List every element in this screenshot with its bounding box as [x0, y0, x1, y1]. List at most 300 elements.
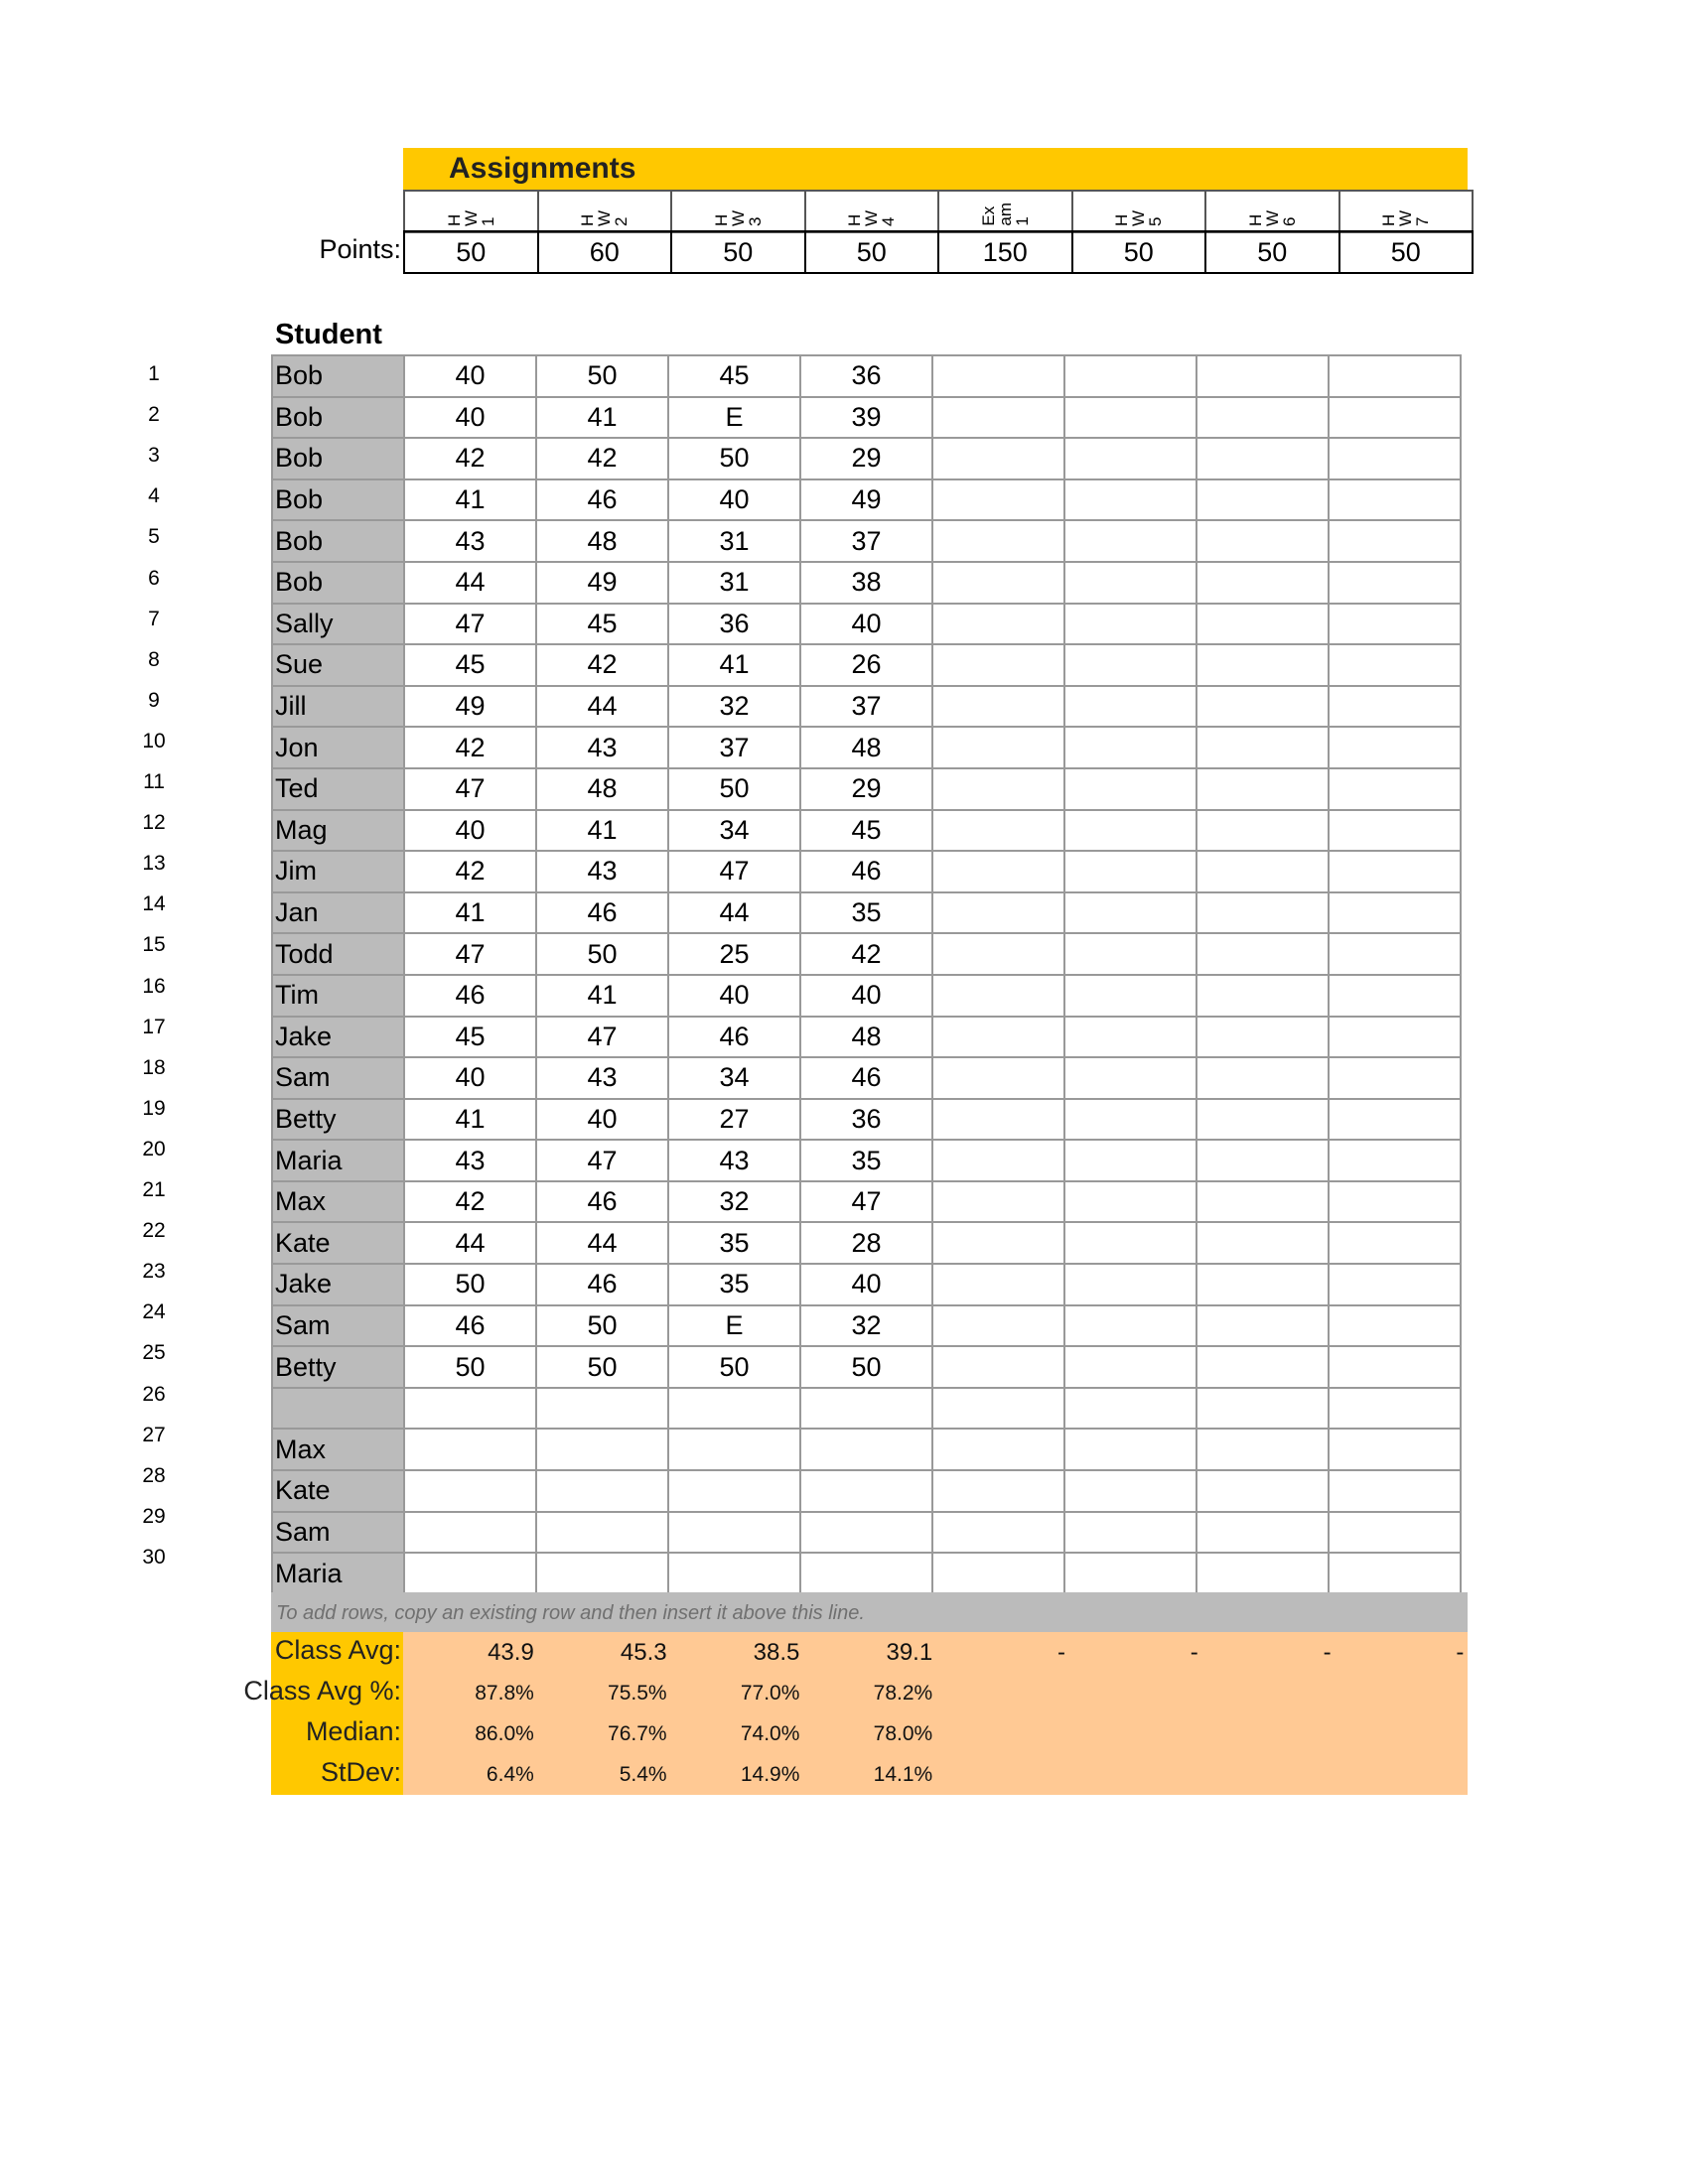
score-cell[interactable]: 45 [404, 1017, 536, 1058]
score-cell[interactable]: 41 [536, 810, 668, 852]
score-cell[interactable] [1196, 727, 1329, 768]
score-cell[interactable]: 43 [668, 1140, 800, 1181]
score-cell[interactable] [1329, 975, 1461, 1017]
score-cell[interactable]: 47 [404, 768, 536, 810]
score-cell[interactable]: 42 [536, 438, 668, 479]
score-cell[interactable]: 44 [668, 892, 800, 934]
score-cell[interactable]: 44 [404, 1222, 536, 1264]
row-number: 2 [148, 403, 160, 427]
score-cell[interactable] [932, 727, 1064, 768]
score-cell[interactable]: 46 [800, 851, 932, 892]
score-cell[interactable]: 47 [800, 1181, 932, 1223]
score-cell[interactable] [800, 1553, 932, 1594]
score-cell[interactable] [1329, 1388, 1461, 1430]
assignment-label: H W 3 [711, 209, 765, 226]
score-cell[interactable]: 47 [668, 851, 800, 892]
score-cell[interactable]: 34 [668, 1057, 800, 1099]
score-cell[interactable] [1196, 686, 1329, 728]
score-cell[interactable]: 37 [668, 727, 800, 768]
score-cell[interactable]: 32 [668, 1181, 800, 1223]
score-cell[interactable] [536, 1512, 668, 1554]
score-cell[interactable] [1329, 397, 1461, 439]
points-cell[interactable]: 50 [1339, 231, 1474, 273]
score-cell[interactable]: 50 [404, 1346, 536, 1388]
score-cell[interactable] [932, 1057, 1064, 1099]
score-cell[interactable]: 44 [536, 686, 668, 728]
assignment-label: H W 7 [1379, 209, 1433, 226]
score-cell[interactable]: 46 [800, 1057, 932, 1099]
student-name-cell[interactable]: Jake [272, 1017, 404, 1058]
score-cell[interactable]: 37 [800, 520, 932, 562]
score-cell[interactable] [932, 1553, 1064, 1594]
score-cell[interactable] [1196, 1264, 1329, 1305]
score-cell[interactable]: 43 [404, 520, 536, 562]
score-cell[interactable] [1329, 1512, 1461, 1554]
score-cell[interactable] [1196, 1305, 1329, 1347]
score-cell[interactable]: 41 [536, 397, 668, 439]
score-cell[interactable] [932, 768, 1064, 810]
student-name-cell[interactable]: Sue [272, 644, 404, 686]
score-cell[interactable] [932, 975, 1064, 1017]
score-cell[interactable]: 36 [800, 355, 932, 397]
score-cell[interactable] [1064, 686, 1196, 728]
score-cell[interactable]: 50 [536, 355, 668, 397]
score-cell[interactable] [1329, 479, 1461, 521]
score-cell[interactable] [1196, 1553, 1329, 1594]
student-name-cell[interactable]: Kate [272, 1470, 404, 1512]
score-cell[interactable] [404, 1429, 536, 1470]
score-cell[interactable] [1196, 397, 1329, 439]
score-cell[interactable]: 48 [536, 768, 668, 810]
row-number: 10 [142, 729, 166, 752]
score-cell[interactable] [800, 1388, 932, 1430]
score-cell[interactable] [1329, 604, 1461, 645]
score-cell[interactable] [1196, 604, 1329, 645]
score-cell[interactable]: 36 [800, 1099, 932, 1141]
score-cell[interactable]: 48 [536, 520, 668, 562]
score-cell[interactable] [1196, 1017, 1329, 1058]
score-cell[interactable]: 46 [536, 1264, 668, 1305]
score-cell[interactable] [1196, 810, 1329, 852]
score-cell[interactable] [1329, 686, 1461, 728]
score-cell[interactable]: 48 [800, 727, 932, 768]
score-cell[interactable]: 38 [800, 562, 932, 604]
score-cell[interactable]: 26 [800, 644, 932, 686]
score-cell[interactable]: 45 [668, 355, 800, 397]
score-cell[interactable] [1329, 1222, 1461, 1264]
score-cell[interactable]: 49 [800, 479, 932, 521]
class-avg-value: - [1057, 1639, 1065, 1666]
score-cell[interactable] [800, 1429, 932, 1470]
score-cell[interactable] [1064, 1222, 1196, 1264]
score-cell[interactable] [1329, 1553, 1461, 1594]
score-cell[interactable] [1329, 1346, 1461, 1388]
score-cell[interactable] [1064, 975, 1196, 1017]
score-cell[interactable] [1329, 851, 1461, 892]
score-cell[interactable]: 46 [404, 975, 536, 1017]
score-cell[interactable]: 47 [536, 1017, 668, 1058]
score-cell[interactable] [1064, 1346, 1196, 1388]
student-name-cell[interactable]: Bob [272, 520, 404, 562]
student-name-cell[interactable] [272, 1388, 404, 1430]
score-cell[interactable]: 39 [800, 397, 932, 439]
score-cell[interactable] [1064, 768, 1196, 810]
score-cell[interactable]: 40 [536, 1099, 668, 1141]
score-cell[interactable]: 40 [404, 355, 536, 397]
student-name-cell[interactable]: Maria [272, 1553, 404, 1594]
student-name-cell[interactable]: Betty [272, 1099, 404, 1141]
score-cell[interactable] [932, 562, 1064, 604]
score-cell[interactable]: E [668, 397, 800, 439]
score-cell[interactable] [1064, 1017, 1196, 1058]
score-cell[interactable] [536, 1470, 668, 1512]
score-cell[interactable] [932, 1017, 1064, 1058]
score-cell[interactable]: 35 [668, 1264, 800, 1305]
score-cell[interactable] [1064, 1057, 1196, 1099]
score-cell[interactable] [404, 1470, 536, 1512]
score-cell[interactable]: 36 [668, 604, 800, 645]
student-name-cell[interactable]: Jon [272, 727, 404, 768]
row-number: 30 [142, 1545, 166, 1569]
score-cell[interactable]: 31 [668, 562, 800, 604]
points-cell[interactable]: 50 [1072, 231, 1206, 273]
score-cell[interactable]: 47 [404, 933, 536, 975]
score-cell[interactable]: 40 [800, 604, 932, 645]
student-name-cell[interactable]: Bob [272, 397, 404, 439]
score-cell[interactable] [1329, 644, 1461, 686]
score-cell[interactable]: 40 [404, 1057, 536, 1099]
score-cell[interactable]: 50 [536, 933, 668, 975]
score-cell[interactable] [932, 810, 1064, 852]
score-cell[interactable]: 42 [800, 933, 932, 975]
score-cell[interactable] [932, 686, 1064, 728]
score-cell[interactable] [404, 1512, 536, 1554]
score-cell[interactable]: 42 [404, 1181, 536, 1223]
score-cell[interactable]: 43 [536, 727, 668, 768]
score-cell[interactable]: 49 [404, 686, 536, 728]
score-cell[interactable] [1196, 1429, 1329, 1470]
score-cell[interactable]: 47 [404, 604, 536, 645]
score-cell[interactable] [536, 1429, 668, 1470]
score-cell[interactable] [668, 1512, 800, 1554]
score-cell[interactable] [668, 1470, 800, 1512]
score-cell[interactable] [1064, 892, 1196, 934]
score-cell[interactable]: 41 [404, 892, 536, 934]
score-cell[interactable]: 46 [404, 1305, 536, 1347]
score-cell[interactable] [1064, 604, 1196, 645]
score-cell[interactable]: 35 [800, 892, 932, 934]
score-cell[interactable] [1064, 1099, 1196, 1141]
student-name-cell[interactable]: Tim [272, 975, 404, 1017]
score-cell[interactable]: 25 [668, 933, 800, 975]
score-cell[interactable]: 41 [536, 975, 668, 1017]
score-cell[interactable] [932, 1346, 1064, 1388]
score-cell[interactable] [1329, 1470, 1461, 1512]
score-cell[interactable]: 42 [404, 727, 536, 768]
score-cell[interactable]: 40 [404, 810, 536, 852]
student-row [272, 438, 1461, 479]
score-cell[interactable] [404, 1553, 536, 1594]
score-cell[interactable] [1196, 768, 1329, 810]
score-cell[interactable] [1329, 438, 1461, 479]
score-cell[interactable] [932, 1512, 1064, 1554]
student-name-cell[interactable]: Bob [272, 355, 404, 397]
student-name-cell[interactable]: Todd [272, 933, 404, 975]
score-cell[interactable] [1329, 1181, 1461, 1223]
score-cell[interactable]: 34 [668, 810, 800, 852]
score-cell[interactable]: 45 [404, 644, 536, 686]
score-cell[interactable] [668, 1429, 800, 1470]
score-cell[interactable] [932, 1429, 1064, 1470]
score-cell[interactable]: 41 [668, 644, 800, 686]
student-row [272, 975, 1461, 1017]
score-cell[interactable]: 40 [800, 975, 932, 1017]
score-cell[interactable] [932, 1140, 1064, 1181]
student-row [272, 1346, 1461, 1388]
score-cell[interactable] [1329, 933, 1461, 975]
points-cell[interactable]: 50 [1205, 231, 1339, 273]
score-cell[interactable] [932, 1470, 1064, 1512]
score-cell[interactable] [1329, 1057, 1461, 1099]
score-cell[interactable]: 43 [536, 851, 668, 892]
score-cell[interactable] [1064, 933, 1196, 975]
student-row [272, 1470, 1461, 1512]
score-cell[interactable]: 43 [536, 1057, 668, 1099]
score-cell[interactable]: 37 [800, 686, 932, 728]
score-cell[interactable]: 29 [800, 768, 932, 810]
score-cell[interactable] [932, 851, 1064, 892]
points-cell[interactable]: 50 [805, 231, 939, 273]
score-cell[interactable]: 50 [404, 1264, 536, 1305]
score-cell[interactable] [1064, 355, 1196, 397]
score-cell[interactable]: 27 [668, 1099, 800, 1141]
student-name-cell[interactable]: Bob [272, 438, 404, 479]
score-cell[interactable] [404, 1388, 536, 1430]
score-cell[interactable]: 47 [536, 1140, 668, 1181]
score-cell[interactable] [1064, 1553, 1196, 1594]
score-cell[interactable]: 35 [668, 1222, 800, 1264]
score-cell[interactable]: 40 [668, 479, 800, 521]
score-cell[interactable] [1196, 355, 1329, 397]
student-name-cell[interactable]: Bob [272, 562, 404, 604]
score-cell[interactable] [932, 479, 1064, 521]
row-number: 17 [142, 1015, 166, 1038]
score-cell[interactable] [1064, 438, 1196, 479]
student-row [272, 1017, 1461, 1058]
score-cell[interactable]: 48 [800, 1017, 932, 1058]
score-cell[interactable] [1064, 1181, 1196, 1223]
score-cell[interactable] [932, 604, 1064, 645]
score-cell[interactable] [1064, 1388, 1196, 1430]
score-cell[interactable] [932, 933, 1064, 975]
score-cell[interactable] [932, 1305, 1064, 1347]
score-cell[interactable] [1196, 438, 1329, 479]
score-cell[interactable] [1196, 520, 1329, 562]
add-rows-note: To add rows, copy an existing row and then insert it above this line. [276, 1602, 865, 1624]
score-cell[interactable]: 50 [800, 1346, 932, 1388]
score-cell[interactable] [1329, 1140, 1461, 1181]
score-cell[interactable]: 40 [800, 1264, 932, 1305]
score-cell[interactable] [800, 1512, 932, 1554]
student-name-cell[interactable]: Maria [272, 1140, 404, 1181]
score-cell[interactable] [932, 1181, 1064, 1223]
score-cell[interactable]: 50 [536, 1305, 668, 1347]
score-cell[interactable] [800, 1470, 932, 1512]
score-cell[interactable] [1064, 727, 1196, 768]
score-cell[interactable]: 40 [668, 975, 800, 1017]
score-cell[interactable] [1196, 851, 1329, 892]
stdev-label: StDev: [320, 1757, 401, 1787]
score-cell[interactable] [1329, 892, 1461, 934]
student-name-cell[interactable]: Sam [272, 1305, 404, 1347]
score-cell[interactable] [1329, 1429, 1461, 1470]
score-cell[interactable] [1329, 1017, 1461, 1058]
score-cell[interactable] [1196, 644, 1329, 686]
score-cell[interactable] [1196, 933, 1329, 975]
score-cell[interactable]: 44 [536, 1222, 668, 1264]
score-cell[interactable]: 29 [800, 438, 932, 479]
score-cell[interactable] [536, 1388, 668, 1430]
score-cell[interactable]: 41 [404, 1099, 536, 1141]
score-cell[interactable]: 44 [404, 562, 536, 604]
points-cell[interactable]: 50 [404, 231, 538, 273]
score-cell[interactable] [1064, 851, 1196, 892]
student-name-cell[interactable]: Sally [272, 604, 404, 645]
score-cell[interactable] [668, 1388, 800, 1430]
score-cell[interactable] [1329, 727, 1461, 768]
score-cell[interactable]: 50 [536, 1346, 668, 1388]
student-name-cell[interactable]: Max [272, 1181, 404, 1223]
score-cell[interactable] [1196, 1099, 1329, 1141]
student-name-cell[interactable]: Max [272, 1429, 404, 1470]
score-cell[interactable]: 50 [668, 768, 800, 810]
score-cell[interactable] [536, 1553, 668, 1594]
student-name-cell[interactable]: Kate [272, 1222, 404, 1264]
score-cell[interactable] [1064, 1305, 1196, 1347]
score-cell[interactable] [1064, 1264, 1196, 1305]
row-number: 28 [142, 1463, 166, 1487]
row-number: 7 [148, 607, 160, 630]
student-row [272, 562, 1461, 604]
score-cell[interactable] [1329, 1264, 1461, 1305]
score-cell[interactable] [932, 892, 1064, 934]
score-cell[interactable] [932, 644, 1064, 686]
score-cell[interactable] [1064, 644, 1196, 686]
score-cell[interactable] [932, 1264, 1064, 1305]
student-name-cell[interactable]: Ted [272, 768, 404, 810]
score-cell[interactable] [1064, 1512, 1196, 1554]
student-name-cell[interactable]: Bob [272, 479, 404, 521]
score-cell[interactable] [1064, 1140, 1196, 1181]
student-name-cell[interactable]: Jill [272, 686, 404, 728]
score-cell[interactable] [1064, 810, 1196, 852]
score-cell[interactable] [932, 1099, 1064, 1141]
score-cell[interactable] [1064, 562, 1196, 604]
score-cell[interactable] [1196, 1512, 1329, 1554]
score-cell[interactable]: 35 [800, 1140, 932, 1181]
score-cell[interactable] [932, 397, 1064, 439]
score-cell[interactable] [1329, 1305, 1461, 1347]
class-avg-value: 45.3 [620, 1639, 667, 1666]
score-cell[interactable] [932, 355, 1064, 397]
student-name-cell[interactable]: Mag [272, 810, 404, 852]
score-cell[interactable]: 50 [668, 438, 800, 479]
score-cell[interactable] [1196, 479, 1329, 521]
score-cell[interactable] [1196, 1057, 1329, 1099]
points-cell[interactable]: 60 [538, 231, 672, 273]
score-cell[interactable] [932, 1222, 1064, 1264]
score-cell[interactable]: 45 [800, 810, 932, 852]
student-name-cell[interactable]: Sam [272, 1057, 404, 1099]
score-cell[interactable] [1196, 1181, 1329, 1223]
score-cell[interactable]: E [668, 1305, 800, 1347]
score-cell[interactable]: 46 [536, 1181, 668, 1223]
score-cell[interactable] [1064, 1470, 1196, 1512]
score-cell[interactable]: 50 [668, 1346, 800, 1388]
score-cell[interactable] [1329, 562, 1461, 604]
score-cell[interactable] [1064, 397, 1196, 439]
score-cell[interactable]: 42 [536, 644, 668, 686]
score-cell[interactable]: 32 [668, 686, 800, 728]
score-cell[interactable]: 42 [404, 438, 536, 479]
score-cell[interactable] [1196, 562, 1329, 604]
score-cell[interactable] [1196, 1346, 1329, 1388]
score-cell[interactable] [1196, 1222, 1329, 1264]
student-name-cell[interactable]: Jim [272, 851, 404, 892]
score-cell[interactable]: 46 [668, 1017, 800, 1058]
score-cell[interactable]: 46 [536, 892, 668, 934]
score-cell[interactable] [1329, 520, 1461, 562]
score-cell[interactable] [1329, 768, 1461, 810]
student-name-cell[interactable]: Sam [272, 1512, 404, 1554]
class-avg-value: - [1190, 1639, 1198, 1666]
score-cell[interactable]: 49 [536, 562, 668, 604]
score-cell[interactable] [932, 438, 1064, 479]
score-cell[interactable]: 45 [536, 604, 668, 645]
score-cell[interactable] [1196, 1388, 1329, 1430]
score-cell[interactable] [1196, 975, 1329, 1017]
median-value: 74.0% [740, 1722, 800, 1745]
points-cell[interactable]: 50 [671, 231, 805, 273]
row-number: 9 [148, 688, 160, 712]
score-cell[interactable]: 46 [536, 479, 668, 521]
score-cell[interactable] [1196, 1470, 1329, 1512]
score-cell[interactable] [932, 1388, 1064, 1430]
student-name-cell[interactable]: Jan [272, 892, 404, 934]
score-cell[interactable] [668, 1553, 800, 1594]
score-cell[interactable] [1196, 1140, 1329, 1181]
score-cell[interactable]: 41 [404, 479, 536, 521]
score-cell[interactable] [1064, 520, 1196, 562]
points-cell[interactable]: 150 [938, 231, 1072, 273]
score-cell[interactable] [1064, 479, 1196, 521]
student-row [272, 1305, 1461, 1347]
score-cell[interactable]: 31 [668, 520, 800, 562]
score-cell[interactable] [932, 520, 1064, 562]
score-cell[interactable] [1329, 1099, 1461, 1141]
score-cell[interactable]: 40 [404, 397, 536, 439]
score-cell[interactable]: 32 [800, 1305, 932, 1347]
score-cell[interactable] [1196, 892, 1329, 934]
score-cell[interactable] [1329, 810, 1461, 852]
score-cell[interactable]: 43 [404, 1140, 536, 1181]
student-name-cell[interactable]: Betty [272, 1346, 404, 1388]
student-name-cell[interactable]: Jake [272, 1264, 404, 1305]
score-cell[interactable] [1064, 1429, 1196, 1470]
score-cell[interactable] [1329, 355, 1461, 397]
score-cell[interactable]: 28 [800, 1222, 932, 1264]
score-cell[interactable]: 42 [404, 851, 536, 892]
